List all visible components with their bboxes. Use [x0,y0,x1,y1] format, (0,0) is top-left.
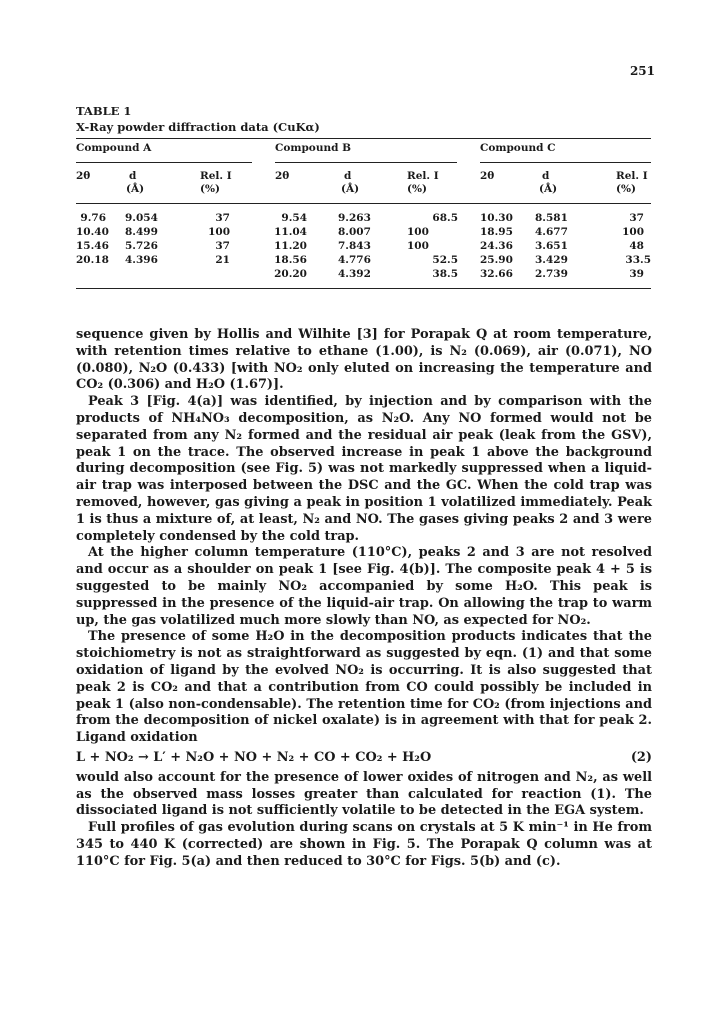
c-d-cell: 4.677 [535,226,568,238]
a-d-cell: 4.396 [125,254,158,266]
group-header-b: Compound B [275,142,351,154]
page-number: 251 [629,64,655,78]
paragraph: Peak 3 [Fig. 4(a)] was identified, by injection and by comparison with the products of NH₄NO₃ decomposition, as N₂O. Any NO formed would not be separated from any N₂ formed and the residual air peak (leak from the GSV), peak 1 on the trace. The observed increase in peak 1 above the background during decomposition (see Fig. 5) was not markedly suppressed when a liquid-air trap was interposed between the DSC and the GC. When the cold trap was removed, however, gas giving a peak in position 1 volatilized immediately. Peak 1 is thus a mixture of, at least, N₂ and NO. The gases giving peaks 2 and 3 were completely condensed by the cold trap. [76,394,652,544]
c-2theta-cell: 32.66 [480,268,513,280]
table-label: TABLE 1 [76,104,132,118]
a-2theta-cell: 10.40 [76,226,109,238]
equation-number: (2) [630,749,652,765]
group-rule-a [76,162,252,163]
b-rel-cell: 68.5 [432,212,458,224]
subhead-d-unit: (Å) [539,183,558,195]
b-2theta-cell: 20.20 [274,268,307,280]
a-2theta-cell: 20.18 [76,254,109,266]
paragraph: The presence of some H₂O in the decomposition products indicates that the stoichiometry is not as straightforward as suggested by eqn. (1) and that some oxidation of ligand by the evolved NO₂ is occurring. It is also suggested that peak 2 is CO₂ and that a contribution from CO could possibly be included in peak 1 (also non-condensable). The retention time for CO₂ (from injections and from the decomposition of nickel oxalate) is in agreement with that for peak 2. Ligand oxidation [76,629,652,746]
c-d-cell: 3.651 [535,240,568,252]
paragraph: At the higher column temperature (110°C), peaks 2 and 3 are not resolved and occur as a shoulder on peak 1 [see Fig. 4(b)]. The composite peak 4 + 5 is suggested to be mainly NO₂ accompanied by some H₂O. This peak is suppressed in the presence of the liquid-air trap. On allowing the trap to warm up, the gas volatilized much more slowly than NO, as expected for NO₂. [76,545,652,628]
table-caption: X-Ray powder diffraction data (CuKα) [76,120,320,134]
a-rel-cell: 21 [215,254,230,266]
subhead-d-unit: (Å) [341,183,360,195]
a-2theta-cell: 15.46 [76,240,109,252]
group-header-a: Compound A [76,142,152,154]
b-d-cell: 4.776 [338,254,371,266]
subhead-rel: Rel. I [616,170,648,182]
subhead-rel: Rel. I [407,170,439,182]
subhead-2theta: 2θ [76,170,91,182]
c-rel-cell: 37 [629,212,644,224]
subhead-rel: Rel. I [200,170,232,182]
a-rel-cell: 100 [208,226,230,238]
c-2theta-cell: 24.36 [480,240,513,252]
paragraph: would also account for the presence of lower oxides of nitrogen and N₂, as well as the observed mass losses greater than calculated for reaction (1). The dissociated ligand is not sufficiently volatile to be detected in the EGA system. [76,769,652,819]
table-top-rule [76,138,651,139]
body-text [76,327,652,871]
paragraph: sequence given by Hollis and Wilhite [3] for Porapak Q at room temperature, with retention times relative to ethane (1.00), is N₂ (0.069), air (0.071), NO (0.080), N₂O (0.433) [with NO₂ only eluted on increasing the temperature and CO₂ (0.306) and H₂O (1.67)]. [76,327,652,393]
a-2theta-cell: 9.76 [80,212,106,224]
c-rel-cell: 100 [622,226,644,238]
b-rel-cell: 52.5 [432,254,458,266]
subhead-2theta: 2θ [275,170,290,182]
a-rel-cell: 37 [215,212,230,224]
table-bottom-rule [76,288,651,289]
equation-2 [76,750,652,767]
b-2theta-cell: 11.04 [274,226,307,238]
subhead-d: d [129,170,137,182]
c-rel-cell: 48 [629,240,644,252]
b-d-cell: 7.843 [338,240,371,252]
a-d-cell: 8.499 [125,226,158,238]
group-rule-b [275,162,457,163]
c-d-cell: 3.429 [535,254,568,266]
b-rel-cell: 100 [407,226,429,238]
b-rel-cell: 100 [407,240,429,252]
b-d-cell: 4.392 [338,268,371,280]
b-2theta-cell: 18.56 [274,254,307,266]
a-rel-cell: 37 [215,240,230,252]
paragraph: Full profiles of gas evolution during scans on crystals at 5 K min⁻¹ in He from 345 to 440 K (corrected) are shown in Fig. 5. The Porapak Q column was at 110°C for Fig. 5(a) and then reduced to 30°C for Figs. 5(b) and (c). [76,820,652,869]
b-2theta-cell: 9.54 [281,212,307,224]
b-rel-cell: 38.5 [432,268,458,280]
table-header-rule [76,203,651,204]
subhead-rel-unit: (%) [200,183,220,195]
group-header-c: Compound C [480,142,556,154]
subhead-d: d [344,170,352,182]
equation-text: L + NO₂ → L′ + N₂O + NO + N₂ + CO + CO₂ + H₂O [76,749,432,765]
c-d-cell: 2.739 [535,268,568,280]
c-d-cell: 8.581 [535,212,568,224]
a-d-cell: 5.726 [125,240,158,252]
a-d-cell: 9.054 [125,212,158,224]
b-2theta-cell: 11.20 [274,240,307,252]
b-d-cell: 9.263 [338,212,371,224]
c-rel-cell: 39 [629,268,644,280]
c-2theta-cell: 18.95 [480,226,513,238]
c-2theta-cell: 10.30 [480,212,513,224]
subhead-rel-unit: (%) [407,183,427,195]
subhead-rel-unit: (%) [616,183,636,195]
subhead-2theta: 2θ [480,170,495,182]
subhead-d: d [542,170,550,182]
subhead-d-unit: (Å) [126,183,145,195]
group-rule-c [480,162,651,163]
b-d-cell: 8.007 [338,226,371,238]
c-2theta-cell: 25.90 [480,254,513,266]
c-rel-cell: 33.5 [625,254,651,266]
